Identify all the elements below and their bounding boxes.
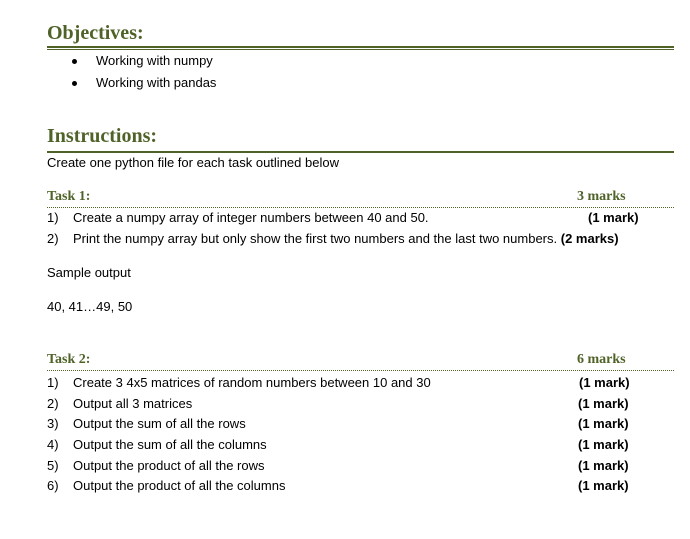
task1-item: 1) Create a numpy array of integer numbers between 40 and 50. bbox=[47, 210, 429, 225]
task2-item-mark: (1 mark) bbox=[579, 375, 630, 390]
task2-item-mark: (1 mark) bbox=[578, 416, 629, 431]
task2-item: 3) Output the sum of all the rows bbox=[47, 416, 246, 431]
sample-output-label: Sample output bbox=[47, 265, 131, 280]
task2-item: 2) Output all 3 matrices bbox=[47, 396, 193, 411]
task2-divider bbox=[47, 370, 674, 371]
task2-item-mark: (1 mark) bbox=[578, 458, 629, 473]
bullet-icon bbox=[72, 59, 77, 64]
task1-item-mark: (2 marks) bbox=[560, 231, 619, 246]
task1-item: 2) Print the numpy array but only show the first two numbers and the last two numbers. (2 marks) bbox=[47, 231, 619, 246]
task1-item-mark: (1 mark) bbox=[588, 210, 639, 225]
instructions-heading: Instructions: bbox=[47, 125, 158, 147]
task2-item: 6) Output the product of all the columns bbox=[47, 478, 286, 493]
task2-item: 1) Create 3 4x5 matrices of random numbers between 10 and 30 bbox=[47, 375, 431, 390]
objective-item: Working with numpy bbox=[72, 50, 216, 72]
task2-item: 4) Output the sum of all the columns bbox=[47, 437, 267, 452]
task2-item-mark: (1 mark) bbox=[578, 396, 629, 411]
bullet-icon bbox=[72, 81, 77, 86]
task2-item-mark: (1 mark) bbox=[578, 478, 629, 493]
task1-divider bbox=[47, 207, 674, 208]
task2-item-mark: (1 mark) bbox=[578, 437, 629, 452]
instructions-intro: Create one python file for each task outlined below bbox=[47, 155, 339, 170]
objectives-heading: Objectives: bbox=[47, 22, 144, 44]
task1-title: Task 1: bbox=[47, 189, 91, 204]
task1-marks: 3 marks bbox=[577, 189, 626, 204]
objectives-list bbox=[72, 50, 216, 94]
objective-item: Working with pandas bbox=[72, 72, 216, 94]
instructions-divider bbox=[47, 151, 674, 153]
sample-output-value: 40, 41…49, 50 bbox=[47, 299, 133, 314]
task2-item: 5) Output the product of all the rows bbox=[47, 458, 265, 473]
task2-marks: 6 marks bbox=[577, 352, 626, 367]
task2-title: Task 2: bbox=[47, 352, 91, 367]
